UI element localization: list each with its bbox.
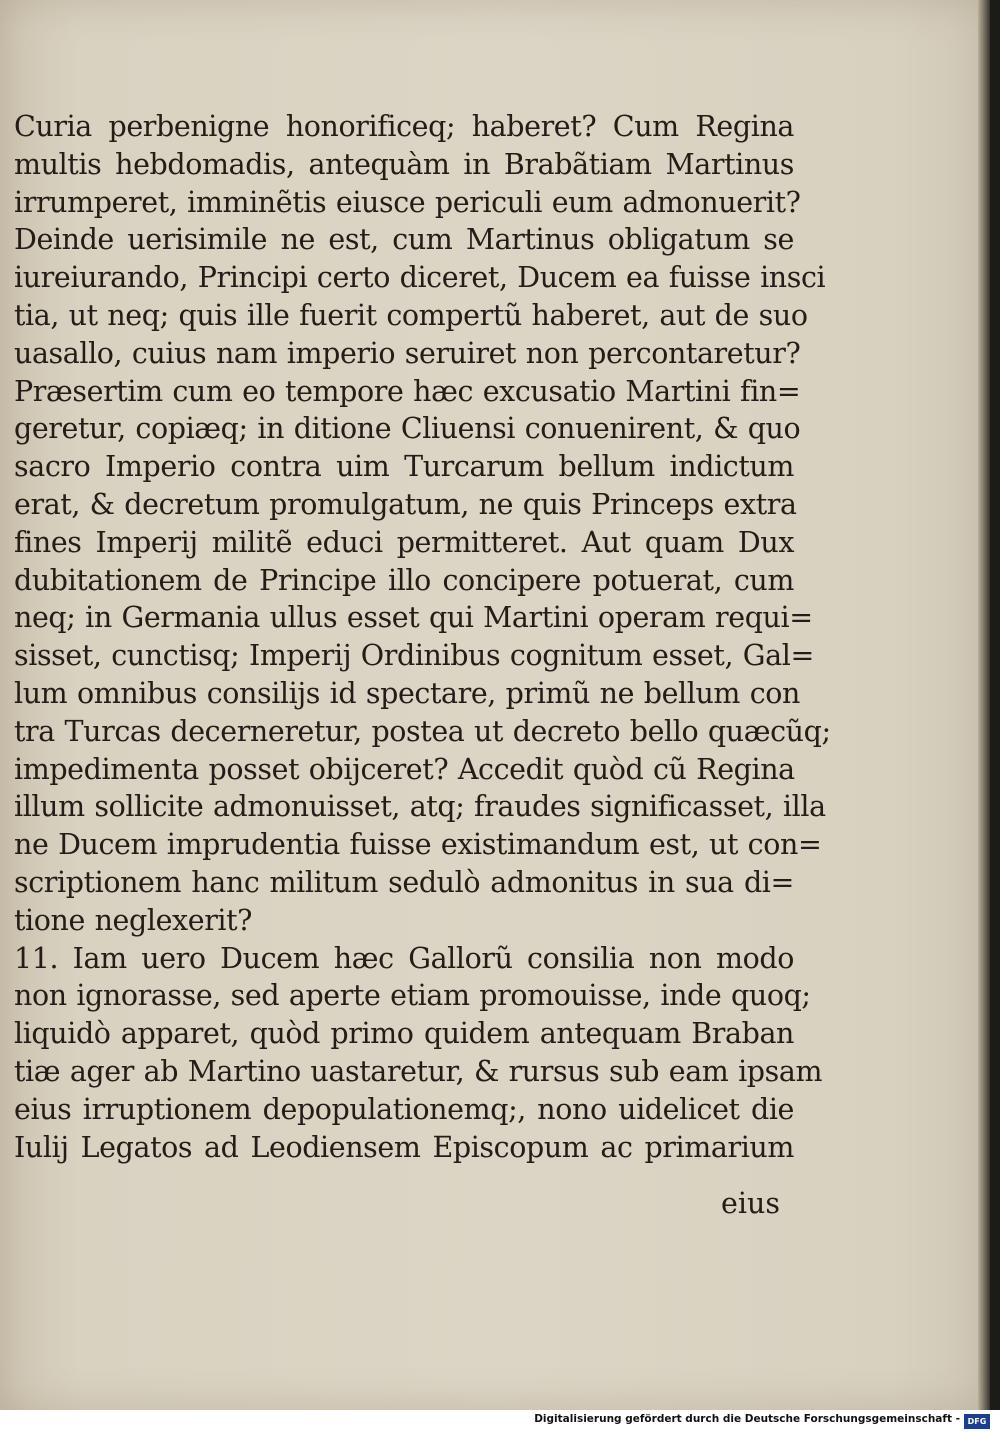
text-line: liquidò apparet, quòd primo quidem antequam Braban [14, 1017, 794, 1051]
text-line: iureiurando, Principi certo diceret, Ducem ea fuisse insci [14, 261, 826, 295]
text-line: uasallo, cuius nam imperio seruiret non percontaretur? [14, 336, 801, 370]
text-line: neq; in Germania ullus esset qui Martini operam requi= [14, 601, 813, 635]
text-line: tia, ut neq; quis ille fuerit compertũ haberet, aut de suo [14, 298, 808, 332]
text-line: Iulij Legatos ad Leodiensem Episcopum ac primarium [14, 1130, 794, 1164]
text-line: 11. Iam uero Ducem hæc Gallorũ consilia non modo [14, 941, 794, 975]
text-line: ne Ducem imprudentia fuisse existimandum est, ut con= [14, 828, 822, 862]
text-line: scriptionem hanc militum sedulò admonitus in sua di= [14, 865, 794, 899]
text-line: illum sollicite admonuisset, atq; fraudes significasset, illa [14, 790, 826, 824]
page-edge [978, 0, 990, 1410]
text-line: sisset, cunctisq; Imperij Ordinibus cognitum esset, Gal= [14, 639, 814, 673]
text-line: fines Imperij militẽ educi permitteret. Aut quam Dux [14, 525, 794, 559]
text-line: non ignorasse, sed aperte etiam promouisse, inde quoq; [14, 979, 811, 1013]
text-line: geretur, copiæq; in ditione Cliuensi conuenirent, & quo [14, 412, 801, 446]
body-text [14, 108, 831, 1166]
text-line: eius irruptionem depopulationemq;, nono uidelicet die [14, 1092, 794, 1126]
text-line: erat, & decretum promulgatum, ne quis Princeps extra [14, 487, 797, 521]
digitization-credit: Digitalisierung gefördert durch die Deutsche Forschungsgemeinschaft - [534, 1413, 960, 1425]
text-line: multis hebdomadis, antequàm in Brabãtiam Martinus [14, 147, 794, 181]
text-line: tiæ ager ab Martino uastaretur, & rursus sub eam ipsam [14, 1054, 823, 1088]
text-line: lum omnibus consilijs id spectare, primũ ne bellum con [14, 676, 800, 710]
text-line: dubitationem de Principe illo concipere potuerat, cum [14, 563, 794, 597]
text-line: tra Turcas decerneretur, postea ut decreto bello quæcũq; [14, 714, 831, 748]
catchword: eius [721, 1187, 780, 1220]
text-line: tione neglexerit? [14, 903, 253, 937]
text-line: sacro Imperio contra uim Turcarum bellum indictum [14, 450, 794, 484]
text-line: Deinde uerisimile ne est, cum Martinus obligatum se [14, 223, 794, 257]
text-line: Curia perbenigne honorificeq; haberet? Cum Regina [14, 110, 794, 143]
text-line: irrumperet, imminẽtis eiusce periculi eum admonuerit? [14, 185, 801, 219]
dfg-logo-icon: DFG [964, 1414, 990, 1429]
text-line: impedimenta posset obijceret? Accedit quòd cũ Regina [14, 752, 795, 786]
text-line: Præsertim cum eo tempore hæc excusatio Martini fin= [14, 374, 801, 408]
